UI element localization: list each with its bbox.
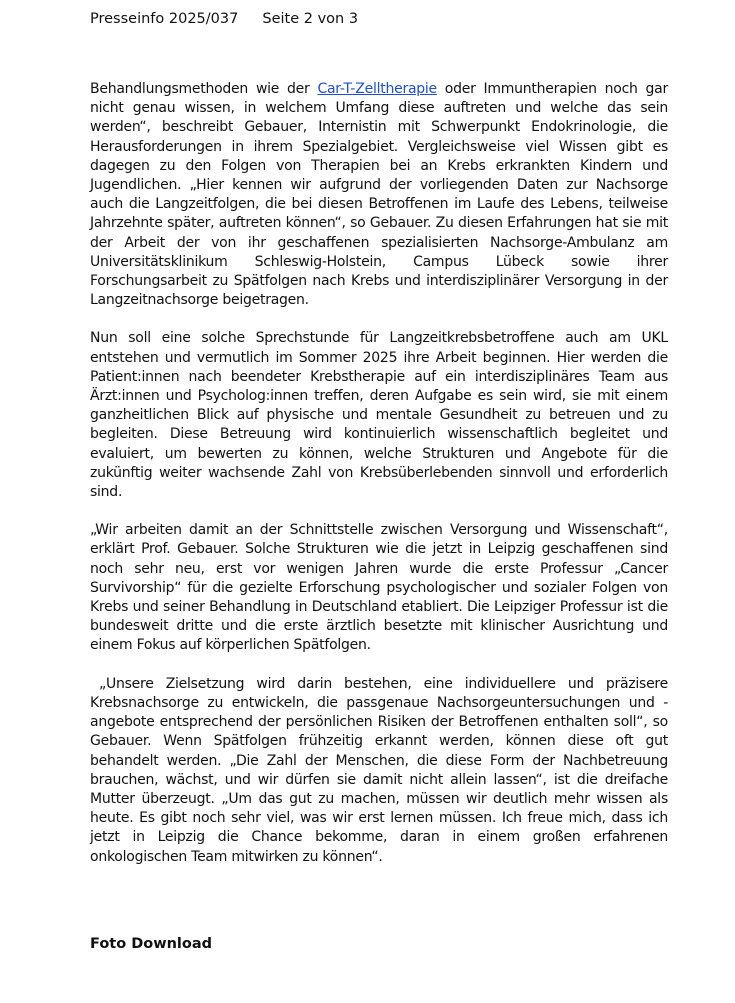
paragraph-4: „Unsere Zielsetzung wird darin bestehen, eine individuellere und präzisere Krebsnachsorge zu entwickeln, die passgenaue Nachsorgeuntersuchungen und -angebote entsprechend der persönlichen Risiken der Betroffenen enthalten soll“, so Gebauer. Wenn Spätfolgen frühzeitig erkannt werden, können diese oft gut behandelt werden. „Die Zahl der Menschen, die diese Form der Nachbetreuung brauchen, wächst, und wir dürfen sie damit nicht allein lassen“, ist die dreifache Mutter überzeugt. „Um das gut zu machen, müssen wir deutlich mehr wissen als heute. Es gibt noch sehr viel, was wir erst lernen müssen. Ich freue mich, dass ich jetzt in Leipzig die Chance bekomme, daran in einem großen erfahrenen onkologischen Team mitwirken zu können“. (90, 675, 668, 865)
page-indicator: Seite 2 von 3 (262, 11, 359, 27)
car-t-cell-therapy-link[interactable]: Car-T-Zelltherapie (317, 81, 437, 97)
paragraph-1 (90, 80, 668, 310)
paragraph-2: Nun soll eine solche Sprechstunde für Langzeitkrebsbetroffene auch am UKL entstehen und vermutlich im Sommer 2025 ihre Arbeit beginnen. Hier werden die Patient:innen nach beendeter Krebstherapie auf ein interdisziplinäres Team aus Ärzt:innen und Psycholog:innen treffen, deren Aufgabe es sein wird, sie mit einem ganzheitlichen Blick auf physische und mentale Gesundheit zu betreuen und zu begleiten. Diese Betreuung wird kontinuierlich wissenschaftlich begleitet und evaluiert, um bewerten zu können, welche Strukturen und Angebote für die zukünftig weiter wachsende Zahl von Krebsüberlebenden sinnvoll und erforderlich sind. (90, 330, 668, 501)
paragraph-3: „Wir arbeiten damit an der Schnittstelle zwischen Versorgung und Wissenschaft“, erklärt Prof. Gebauer. Solche Strukturen wie die jetzt in Leipzig geschaffenen sind noch sehr neu, erst vor wenigen Jahren wurde die erste Professur „Cancer Survivorship“ für die gezielte Erforschung psychologischer und sozialer Folgen von Krebs und seiner Behandlung in Deutschland etabliert. Die Leipziger Professur ist die bundesweit dritte und die erste ärztlich besetzte mit klinischer Ausrichtung und einem Fokus auf körperlichen Spätfolgen. (90, 522, 668, 654)
paragraph-1-start: Behandlungsmethoden wie der (90, 81, 318, 97)
paragraph-1-rest: oder Immuntherapien noch gar nicht genau wissen, in welchem Umfang diese auftreten und welche das sein werden“, beschreibt Gebauer, Internistin mit Schwerpunkt Endokrinologie, die Herausforderungen in ihrem Spezialgebiet. Vergleichsweise viel Wissen gibt es dagegen zu den Folgen von Therapien bei an Krebs erkrankten Kindern und Jugendlichen. „Hier kennen wir aufgrund der vorliegenden Daten zur Nachsorge auch die Langzeitfolgen, die bei diesen Betroffenen im Laufe des Lebens, teilweise Jahrzehnte später, auftreten können“, so Gebauer. Zu diesen Erfahrungen hat sie mit der Arbeit der von ihr geschaffenen spezialisierten Nachsorge-Ambulanz am Universitätsklinikum Schleswig-Holstein, Campus Lübeck sowie ihrer Forschungsarbeit zu Spätfolgen nach Krebs und interdisziplinärer Versorgung in der Langzeitnachsorge beigetragen. (90, 81, 669, 309)
page-header (90, 9, 358, 29)
article-body (90, 80, 668, 886)
photo-download-heading: Foto Download (90, 936, 213, 952)
press-info-number: Presseinfo 2025/037 (90, 11, 239, 27)
